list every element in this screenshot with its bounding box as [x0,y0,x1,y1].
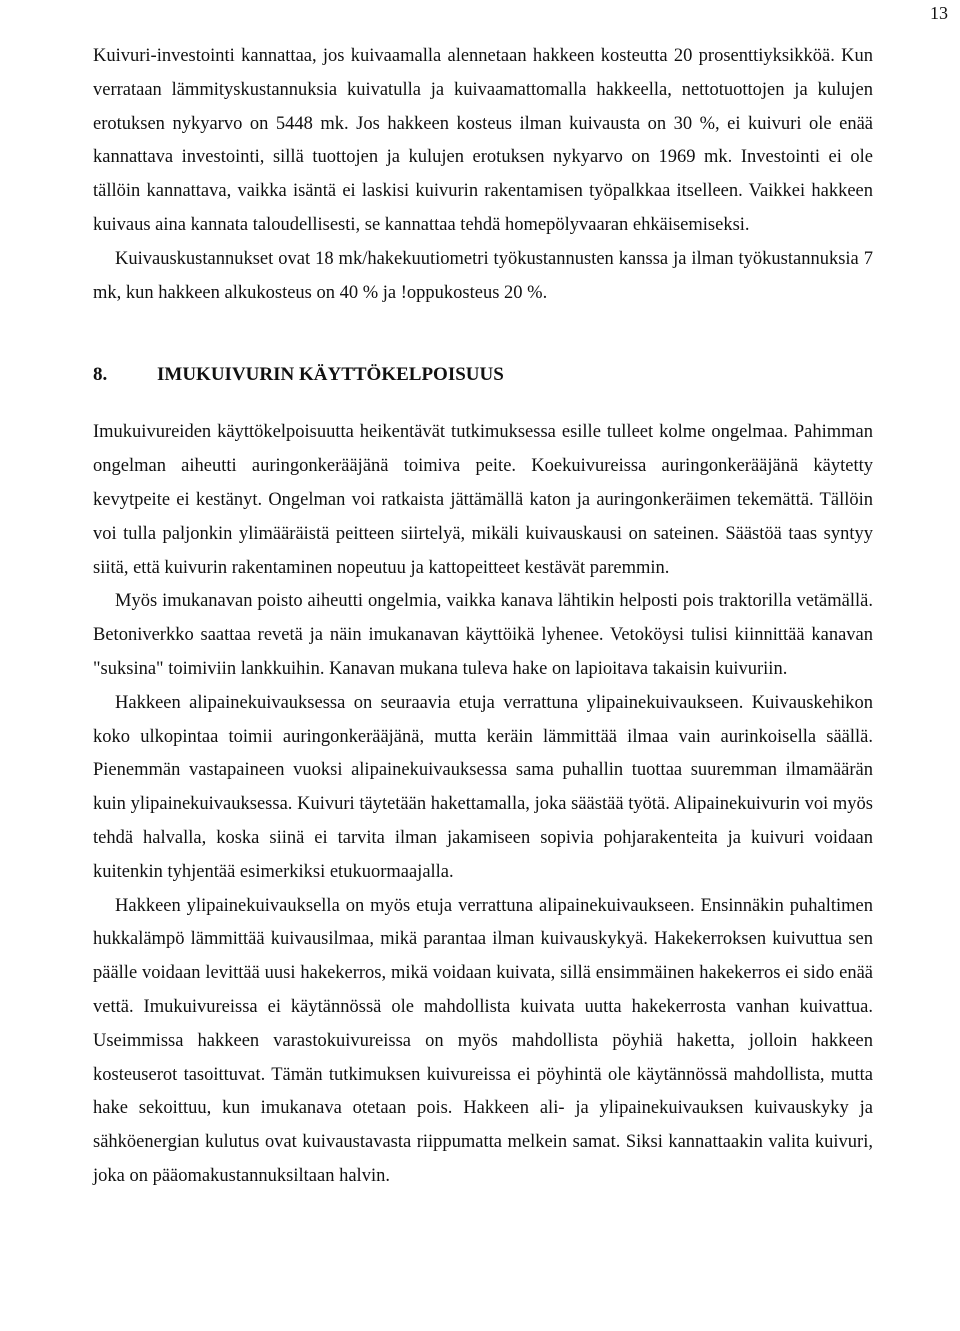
section-heading [93,356,873,394]
intro-paragraph-2: Kuivauskustannukset ovat 18 mk/hakekuutiometri työkustannusten kanssa ja ilman työkustannuksia 7 mk, kun hakkeen alkukosteus on 40 % ja !oppukosteus 20 %. [93,248,873,303]
section-paragraph-1: Imukuivureiden käyttökelpoisuutta heikentävät tutkimuksessa esille tulleet kolme ongelmaa. Pahimman ongelman aiheutti auringonkerääjänä toimiva peite. Koekuivureissa auringonkerääjänä käytetty kevytpeite ei kestänyt. Ongelman voi ratkaista jättämällä katon ja auringonkeräimen tekemättä. Tällöin voi tulla paljonkin ylimääräistä peitteen siirtelyä, mikäli kuivauskausi on sateinen. Säästöä taas syntyy siitä, että kuivurin rakentaminen nopeutuu ja kattopeitteet kestävät paremmin. [93,422,873,578]
section-body [93,416,873,1193]
section-paragraph-4: Hakkeen ylipainekuivauksella on myös etuja verrattuna alipainekuivaukseen. Ensinnäkin puhaltimen hukkalämpö lämmittää kuivausilmaa, mikä parantaa ilman kuivauskykyä. Hakekerroksen kuivuttua sen päälle voidaan levittää uusi hakekerros, mikä voidaan kuivata, sillä ensimmäinen hakekerros ei sido enää vettä. Imukuivureissa ei käytännössä ole mahdollista kuivata uutta hakekerrosta vanhan kuivattua. Useimmissa hakkeen varastokuivureissa on myös mahdollista pöyhiä haketta, jolloin hakkeen kosteuserot tasoittuvat. Tämän tutkimuksen kuivureissa ei pöyhintä ole käytännössä mahdollista, mutta hake sekoittuu, kun imukanava otetaan pois. Hakkeen ali- ja ylipainekuivauksen kuivauskyky ja sähköenergian kulutus ovat kuivaustavasta riippumatta melkein samat. Siksi kannattaakin valita kuivuri, joka on pääomakustannuksiltaan halvin. [93,895,873,1186]
section-number: 8. [93,364,108,386]
intro-paragraph-1: Kuivuri-investointi kannattaa, jos kuivaamalla alennetaan hakkeen kosteutta 20 prosenttiyksikköä. Kun verrataan lämmityskustannuksia kuivatulla ja kuivaamattomalla hakkeella, nettotuottojen ja kulujen erotuksen nykyarvo on 5448 mk. Jos hakkeen kosteus ilman kuivausta on 30 %, ei kuivuri ole enää kannattava investointi, sillä tuottojen ja kulujen erotuksen nykyarvo on 1969 mk. Investointi ei ole tällöin kannattava, vaikka isäntä ei laskisi kuivurin rakentamisen työpalkkaa itselleen. Vaikkei hakkeen kuivaus aina kannata taloudellisesti, se kannattaa tehdä homepölyvaaran ehkäisemiseksi. [93,46,873,235]
page-body [93,40,873,1194]
intro-section [93,40,873,310]
section-title: IMUKUIVURIN KÄYTTÖKELPOISUUS [157,364,504,386]
page-number: 13 [930,3,948,23]
section-paragraph-3: Hakkeen alipainekuivauksessa on seuraavia etuja verrattuna ylipainekuivaukseen. Kuivauskehikon koko ulkopintaa toimii auringonkerääjänä, mutta keräin lämmittää ilmaa vain aurinkoisella säällä. Pienemmän vastapaineen vuoksi alipainekuivauksessa sama puhallin tuottaa suuremman ilmamäärän kuin ylipainekuivauksessa. Kuivuri täytetään hakettamalla, joka säästää työtä. Alipainekuivurin voi myös tehdä halvalla, koska siinä ei tarvita ilman jakamiseen sopivia pohjarakenteita ja kuivuri voidaan kuitenkin tyhjentää esimerkiksi etukuormaajalla. [93,692,873,882]
section-paragraph-2: Myös imukanavan poisto aiheutti ongelmia, vaikka kanava lähtikin helposti pois traktorilla vetämällä. Betoniverkko saattaa revetä ja näin imukanavan käyttöikä lyhenee. Vetoköysi tulisi kiinnittää kanavan "suksina" toimiviin lankkuihin. Kanavan mukana tuleva hake on lapioitava takaisin kuivuriin. [93,591,873,679]
